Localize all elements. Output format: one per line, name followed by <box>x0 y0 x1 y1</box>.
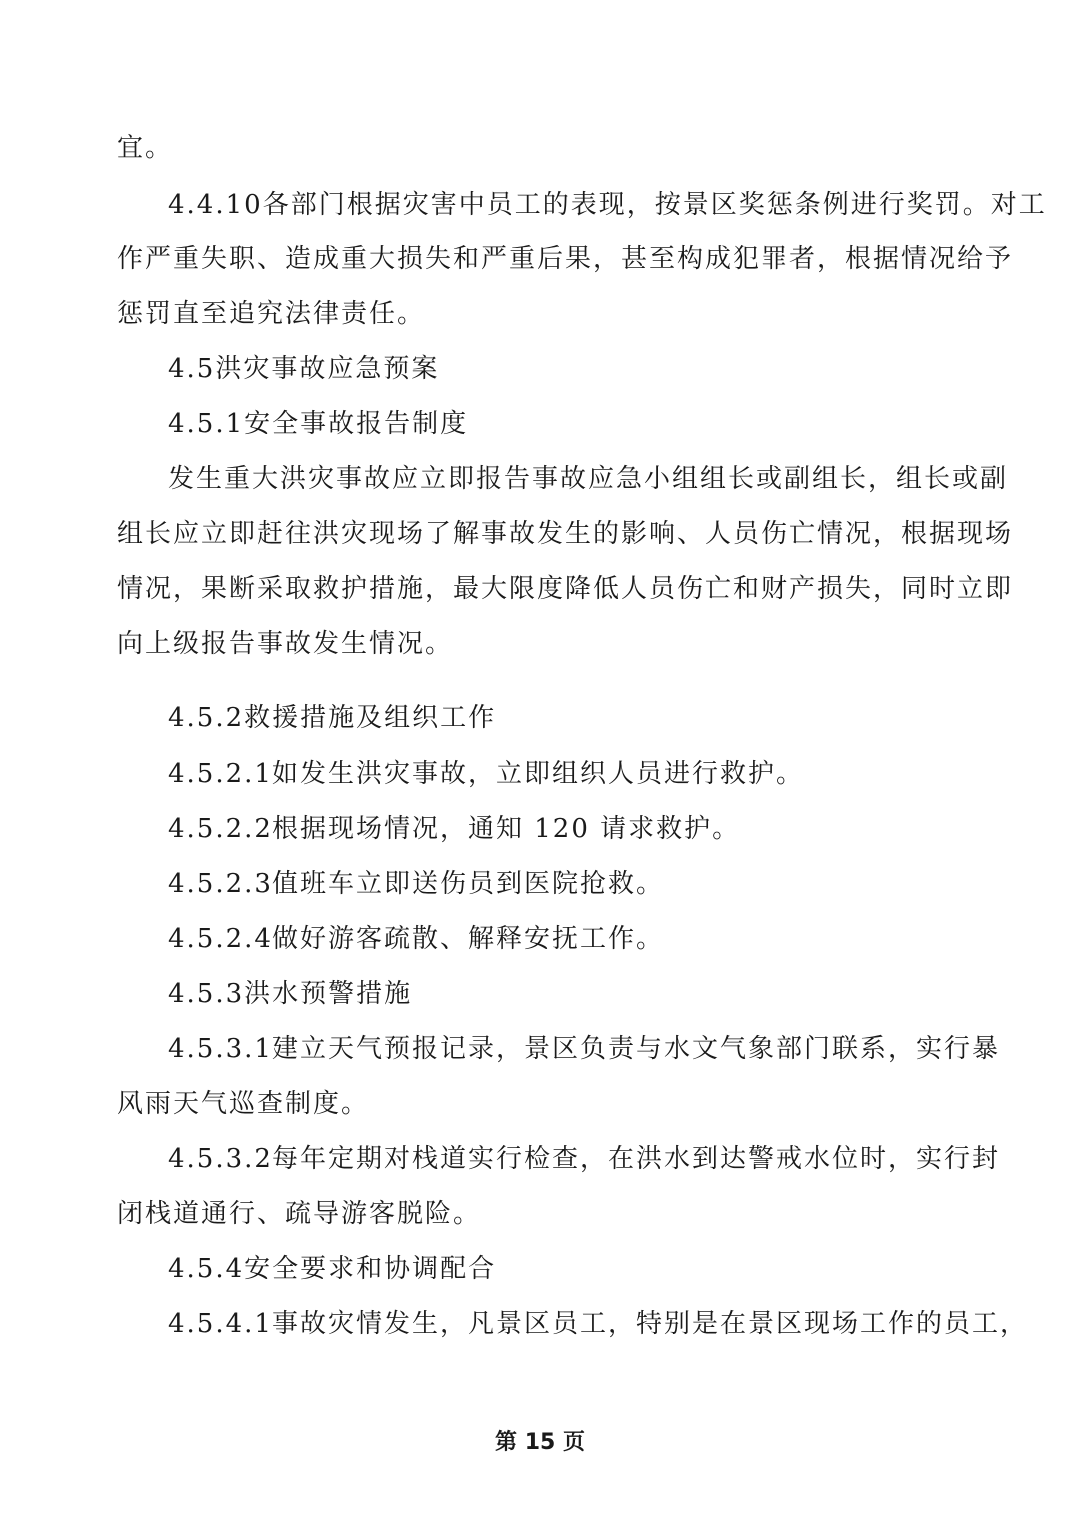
body-text-line: 组长应立即赶往洪灾现场了解事故发生的影响、人员伤亡情况，根据现场 <box>117 519 1014 549</box>
body-text-line: 作严重失职、造成重大损失和严重后果，甚至构成犯罪者，根据情况给予 <box>117 244 1014 274</box>
body-text-line: 向上级报告事故发生情况。 <box>117 629 454 659</box>
numbered-item-4-5-2-1 <box>168 756 804 792</box>
item-number: 4.5.3.2 <box>168 1144 273 1174</box>
item-number: 4.5.4.1 <box>168 1309 273 1339</box>
item-number: 4.5.2.1 <box>168 759 273 789</box>
body-text-line: 闭栈道通行、疏导游客脱险。 <box>117 1199 482 1229</box>
section-heading-4-5-1: 4.5.1安全事故报告制度 <box>168 409 469 439</box>
item-text: 做好游客疏散、解释安抚工作。 <box>272 924 665 954</box>
item-number: 4.5.2.4 <box>168 924 273 954</box>
item-text: 建立天气预报记录，景区负责与水文气象部门联系，实行暴 <box>272 1034 1001 1064</box>
body-text-line: 宜。 <box>117 133 174 163</box>
paragraph-4-4-10: 4.4.10各部门根据灾害中员工的表现，按景区奖惩条例进行奖罚。对工 <box>168 190 1047 220</box>
item-number: 4.5.2.2 <box>168 814 273 844</box>
page-number: 第 15 页 <box>495 1430 585 1455</box>
body-text-line: 风雨天气巡查制度。 <box>117 1089 370 1119</box>
numbered-item-4-5-2-4 <box>168 921 664 957</box>
item-number: 4.5.2.3 <box>168 869 273 899</box>
section-heading-4-5-3: 4.5.3洪水预警措施 <box>168 979 413 1009</box>
numbered-item-4-5-3-1 <box>168 1031 1000 1067</box>
body-text-line: 惩罚直至追究法律责任。 <box>117 299 426 329</box>
item-text: 如发生洪灾事故，立即组织人员进行救护。 <box>272 759 805 789</box>
item-text: 值班车立即送伤员到医院抢救。 <box>272 869 665 899</box>
section-heading-4-5: 4.5洪灾事故应急预案 <box>168 354 440 384</box>
section-heading-4-5-4: 4.5.4安全要求和协调配合 <box>168 1254 497 1284</box>
numbered-item-4-5-2-3 <box>168 866 664 902</box>
body-text-line: 情况，果断采取救护措施，最大限度降低人员伤亡和财产损失，同时立即 <box>117 574 1014 604</box>
item-text: 事故灾情发生，凡景区员工，特别是在景区现场工作的员工， <box>272 1309 1029 1339</box>
numbered-item-4-5-3-2 <box>168 1141 1000 1177</box>
paragraph-report: 发生重大洪灾事故应立即报告事故应急小组组长或副组长，组长或副 <box>168 464 1009 494</box>
numbered-item-4-5-2-2 <box>168 811 740 847</box>
item-number: 4.5.3.1 <box>168 1034 273 1064</box>
numbered-item-4-5-4-1 <box>168 1306 1028 1342</box>
item-text: 每年定期对栈道实行检查，在洪水到达警戒水位时，实行封 <box>272 1144 1001 1174</box>
item-text: 根据现场情况，通知 120 请求救护。 <box>272 814 741 844</box>
section-heading-4-5-2: 4.5.2救援措施及组织工作 <box>168 703 497 733</box>
